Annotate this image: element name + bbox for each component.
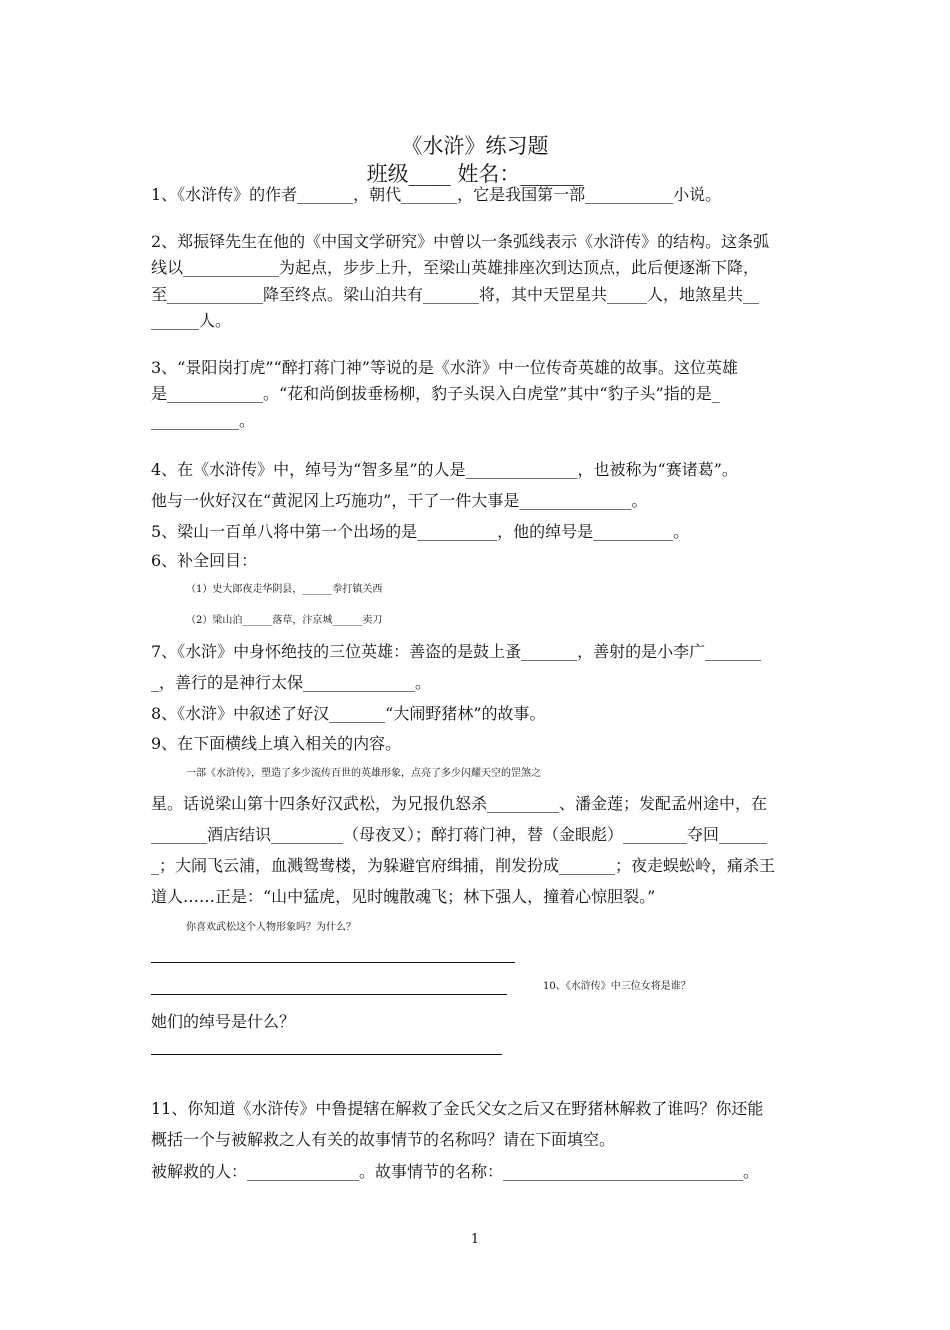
question-6-item-1: （1）史大郎夜走华阴县，______拳打镇关西	[186, 584, 383, 595]
question-11-line-3: 被解救的人：______________。故事情节的名称：______________________________。	[151, 1162, 760, 1181]
page-title: 《水浒》练习题	[401, 134, 549, 158]
question-11-line-1: 11、你知道《水浒传》中鲁提辖在解救了金氏父女之后又在野猪林解救了谁吗？你还能	[151, 1099, 764, 1118]
passage-line-4: _；大闹飞云浦，血溅鸳鸯楼，为躲避官府缉捕，削发扮成_______；夜走蜈蚣岭，痛杀王	[151, 856, 776, 875]
question-3-line-2: 是____________。“花和尚倒拔垂杨柳，豹子头误入白虎堂”其中“豹子头”指的是_	[151, 384, 720, 403]
passage-line-2: 星。话说梁山第十四条好汉武松，为兄报仇怒杀_________、潘金莲；发配孟州途中，在	[151, 794, 768, 813]
question-10-line-2: 她们的绰号是什么？	[151, 1012, 296, 1031]
page-number: 1	[470, 1232, 480, 1247]
passage-line-1: 一部《水浒传》，塑造了多少流传百世的英雄形象，点亮了多少闪耀天空的罡煞之	[186, 768, 541, 779]
question-1: 1、《水浒传》的作者_______，朝代_______，它是我国第一部___________小说。	[151, 185, 722, 204]
answer-line-3	[151, 1054, 502, 1055]
question-3-line-3: ___________。	[151, 411, 256, 430]
question-11-line-2: 概括一个与被解救之人有关的故事情节的名称吗？请在下面填空。	[151, 1130, 616, 1149]
question-4-line-2: 他与一伙好汉在“黄泥冈上巧施功”，干了一件大事是______________。	[151, 491, 648, 510]
page-subtitle: 班级____ 姓名：______	[366, 162, 584, 186]
question-2-line-2: 线以____________为起点，步步上升，至梁山英雄排座次到达顶点，此后便逐渐下降，	[151, 258, 760, 277]
passage-line-3: _______酒店结识_________（母夜叉）；醉打蒋门神，替（金眼彪）________夺回______	[151, 825, 768, 844]
question-2-line-1: 2、郑振铎先生在他的《中国文学研究》中曾以一条弧线表示《水浒传》的结构。这条弧	[151, 232, 770, 251]
question-5: 5、梁山一百单八将中第一个出场的是__________，他的绰号是__________。	[151, 522, 690, 541]
question-6-item-2: （2）梁山泊______落草，汴京城______卖刀	[186, 615, 383, 626]
answer-line-2	[151, 994, 507, 995]
passage-line-5: 道人……正是：“山中猛虎，见时魄散魂飞；林下强人，撞着心惊胆裂。”	[151, 887, 656, 906]
question-4-line-1: 4、在《水浒传》中，绰号为“智多星”的人是______________，也被称为“赛诸葛”。	[151, 460, 738, 479]
question-2-line-4: ______人。	[151, 311, 232, 330]
question-7-line-1: 7、《水浒》中身怀绝技的三位英雄：善盗的是鼓上蚤_______，善射的是小李广_______	[151, 642, 762, 661]
question-7-line-2: _，善行的是神行太保______________。	[151, 673, 432, 692]
opinion-question: 你喜欢武松这个人物形象吗？为什么？	[186, 922, 356, 933]
question-6: 6、补全回目：	[151, 551, 258, 570]
question-2-line-3: 至____________降至终点。梁山泊共有_______将，其中天罡星共_____人，地煞星共__	[151, 285, 760, 304]
answer-line-1	[151, 962, 515, 963]
question-9: 9、在下面横线上填入相关的内容。	[151, 734, 402, 753]
question-10-line-1: 10、《水浒传》中三位女将是谁？	[543, 981, 691, 992]
question-8: 8、《水浒》中叙述了好汉_______“大闹野猪林”的故事。	[151, 704, 546, 723]
question-3-line-1: 3、“景阳岗打虎”“醉打蒋门神”等说的是《水浒》中一位传奇英雄的故事。这位英雄	[151, 358, 738, 377]
